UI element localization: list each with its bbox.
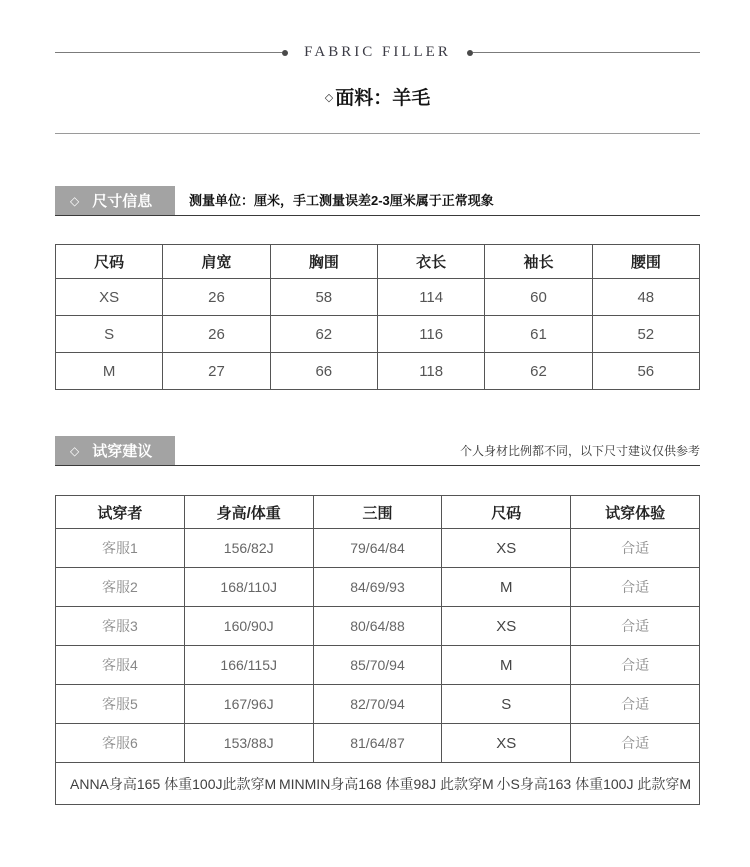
table-cell: 合适 [571, 568, 700, 607]
size-section-title: 尺寸信息 [92, 193, 153, 210]
table-cell: 60 [485, 279, 592, 316]
table-cell: 56 [592, 353, 699, 390]
table-row [56, 529, 700, 568]
fit-section-title-band [55, 436, 175, 465]
fabric-label: 面料：羊毛 [335, 88, 431, 109]
column-header: 三围 [313, 496, 442, 529]
table-cell: XS [442, 724, 571, 763]
table-cell: 62 [485, 353, 592, 390]
table-cell: XS [442, 529, 571, 568]
table-cell: 客服5 [56, 685, 185, 724]
model-note: 小S身高163 体重100J 此款穿M [496, 775, 691, 792]
table-row [56, 353, 700, 390]
column-header: 袖长 [485, 245, 592, 279]
column-header: 肩宽 [163, 245, 270, 279]
table-row [56, 685, 700, 724]
table-cell: M [442, 568, 571, 607]
fit-disclaimer-note: 个人身材比例都不同，以下尺寸建议仅供参考 [459, 444, 700, 458]
table-footer-row [56, 763, 700, 805]
table-cell: 156/82J [184, 529, 313, 568]
table-row [56, 568, 700, 607]
size-section-header [55, 186, 700, 216]
table-cell: 168/110J [184, 568, 313, 607]
size-table [55, 244, 700, 390]
fit-section-title: 试穿建议 [92, 443, 153, 460]
table-cell: 61 [485, 316, 592, 353]
table-row [56, 607, 700, 646]
table-cell: 160/90J [184, 607, 313, 646]
table-cell: 81/64/87 [313, 724, 442, 763]
measurement-note: 测量单位：厘米，手工测量误差2-3厘米属于正常现象 [189, 193, 494, 208]
table-cell: 58 [270, 279, 377, 316]
fabric-banner [55, 44, 700, 61]
table-cell: 118 [377, 353, 484, 390]
column-header: 腰围 [592, 245, 699, 279]
table-cell: 客服6 [56, 724, 185, 763]
table-cell: S [56, 316, 163, 353]
divider [55, 133, 700, 134]
column-header: 试穿者 [56, 496, 185, 529]
model-note: ANNA身高165 体重100J此款穿M [70, 775, 277, 792]
table-cell: 客服1 [56, 529, 185, 568]
table-cell: 26 [163, 316, 270, 353]
column-header: 尺码 [56, 245, 163, 279]
table-cell: 79/64/84 [313, 529, 442, 568]
table-cell: M [442, 646, 571, 685]
table-cell: 52 [592, 316, 699, 353]
table-cell: XS [442, 607, 571, 646]
table-cell: 客服3 [56, 607, 185, 646]
table-cell: 合适 [571, 646, 700, 685]
column-header: 试穿体验 [571, 496, 700, 529]
table-row [56, 279, 700, 316]
diamond-icon: ◇ [70, 443, 80, 458]
table-cell: 84/69/93 [313, 568, 442, 607]
table-row [56, 724, 700, 763]
table-cell: 48 [592, 279, 699, 316]
table-cell: 合适 [571, 529, 700, 568]
table-cell: 66 [270, 353, 377, 390]
table-cell: S [442, 685, 571, 724]
table-cell: XS [56, 279, 163, 316]
fit-table [55, 495, 700, 805]
fit-table-header-row [56, 496, 700, 529]
banner-line-right [473, 52, 700, 53]
table-cell: 合适 [571, 607, 700, 646]
table-cell: 80/64/88 [313, 607, 442, 646]
table-cell: 26 [163, 279, 270, 316]
model-reference-notes [56, 774, 699, 794]
table-cell: 85/70/94 [313, 646, 442, 685]
table-cell: 82/70/94 [313, 685, 442, 724]
model-reference-cell [56, 763, 700, 805]
table-cell: 116 [377, 316, 484, 353]
table-cell: 27 [163, 353, 270, 390]
size-section-title-band [55, 186, 175, 215]
table-cell: 166/115J [184, 646, 313, 685]
model-note: MINMIN身高168 体重98J 此款穿M [278, 775, 494, 792]
column-header: 衣长 [377, 245, 484, 279]
fit-section-header [55, 436, 700, 466]
table-cell: 合适 [571, 724, 700, 763]
table-row [56, 316, 700, 353]
diamond-icon: ◇ [324, 92, 334, 104]
size-table-header-row [56, 245, 700, 279]
table-cell: 客服2 [56, 568, 185, 607]
product-detail-page [0, 44, 750, 805]
banner-title: FABRIC FILLER [304, 44, 451, 60]
fabric-info [55, 83, 700, 110]
table-cell: 62 [270, 316, 377, 353]
diamond-icon: ◇ [70, 193, 80, 208]
table-cell: 153/88J [184, 724, 313, 763]
dot-icon [282, 50, 288, 56]
table-cell: 合适 [571, 685, 700, 724]
table-cell: M [56, 353, 163, 390]
column-header: 身高/体重 [184, 496, 313, 529]
table-cell: 114 [377, 279, 484, 316]
table-cell: 167/96J [184, 685, 313, 724]
column-header: 尺码 [442, 496, 571, 529]
column-header: 胸围 [270, 245, 377, 279]
table-cell: 客服4 [56, 646, 185, 685]
banner-line-left [55, 52, 282, 53]
table-row [56, 646, 700, 685]
